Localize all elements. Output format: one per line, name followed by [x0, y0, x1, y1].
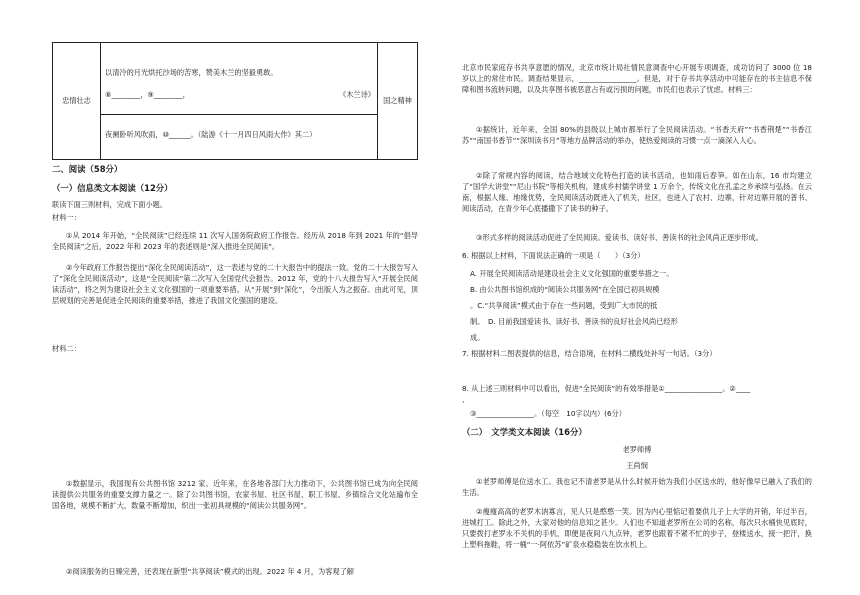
q6-option-b: B. 由公共图书馆织成的“阅读公共服务网”在全国已初具规模: [470, 285, 660, 294]
q6-option-a: A. 开展全民阅读活动是建设社会主义文化强国的重要举措之一。: [470, 269, 674, 278]
q6-option-c: 。C.“共享阅读”模式由于存在一些问题，受到广大市民的抵: [470, 301, 658, 310]
story-para-2: ②瘦瘦高高的老罗木讷寡言，见人只是憨憨一笑。因为内心里惦记着要供儿子上大学的开销，年过半百，进城打工。除此之外，大家对他的信息知之甚少。人们也不知道老罗所在公司的名称，每次只水桶快见底时，只要拨打老罗永不关机的手机，即便是夜间八九点钟，老罗也跟着不紧不忙的步子，登楼送水，接一把汗，换上塑料拖鞋，将一桶“一·阿依苏”矿泉水稳稳装在饮水机上。: [462, 507, 812, 550]
question-8: 8. 从上述三则材料中可以看出，促进“全民阅读”的有效举措是①________________。②____: [462, 384, 751, 393]
table-line-1: 以清冷的月光烘托沙场的苦寒，赞美木兰的坚毅勇敢。: [105, 68, 278, 77]
table-row: [101, 115, 377, 161]
question-7: 7. 根据材料二图表提供的信息，结合语境，在材料二横线处补写一句话。（3分）: [462, 349, 717, 358]
poetry-table: [52, 42, 418, 160]
right-para-1: 北京市民家庭存书共享意愿的情况，北京市统计局社情民意调查中心开展专项调查，成功访问了 3000 位 18 岁以上的常住市民。调查结果显示，________________。但是，对于存书共享活动中可能存在的书主信息不保障和图书流转问题，以及共享图书被恶意占有或污损的问题，市民们也表示了忧虑。材料三：: [462, 63, 812, 95]
material-2-para-2: ②阅读服务的日臻完善，还表现在新型“共享阅读”模式的出现。2022 年 4 月，为客观了解: [66, 567, 354, 576]
section-reading-heading: 二、阅读（58分）: [52, 164, 123, 174]
table-middle: [101, 43, 377, 159]
q6-option-d: 制。 D. 目前我国爱读书、读好书、善读书的良好社会风尚已经形: [470, 317, 678, 326]
story-title: 老罗师傅: [622, 445, 652, 454]
subsection-literary-heading: （二） 文学类文本阅读（16分）: [462, 427, 587, 437]
question-6: 6. 根据以上材料，下面说法正确的一项是（ ）（3分）: [462, 251, 645, 260]
material-1-para-1: ①从 2014 年开始，“全民阅读”已经连续 11 次写入国务院政府工作报告。经历从 2018 年到 2021 年的“倡导全民阅读”之后，2022 年和 2023 年的表述则是“深入推进全民阅读”。: [52, 231, 418, 252]
story-author: 王尚悯: [626, 461, 648, 470]
table-line-2b: 《木兰诗》: [339, 90, 375, 99]
story-para-1: ①老罗师傅是位送水工。我也记不清老罗是从什么时候开始为我们小区送水的，他好像早已融入了我们的生活。: [462, 477, 812, 498]
row-label: 忠情壮志: [53, 43, 101, 159]
instruction: 联读下面三则材料，完成下面小题。: [52, 200, 168, 209]
material-2-para-1: ①数据显示，我国现有公共图书馆 3212 家。近年来，在各地各部门大力推动下，公共图书馆已成为向全民阅读提供公共服务的重要支撑力量之一。除了公共图书馆，农家书屋、社区书屋、职工书屋、乡镇综合文化站遍布全国各地，规模不断扩大，数量不断增加，织出一张初具规模的“阅读公共服务网”。: [52, 479, 418, 511]
table-line-2a: ⑧________，⑨________，: [105, 90, 190, 99]
q6-option-end: 成。: [470, 333, 485, 342]
table-line-3: 夜阑卧听风吹雨，⑩______。（陆游《十一月四日风雨大作》其二）: [105, 130, 317, 139]
material-3-para-2: ②除了常规内容的阅读，结合地域文化特色打造的读书活动，也如雨后春笋。如在山东，16 市均建立了“国学大讲堂”“尼山书院”等相关机构，建成乡村儒学讲堂 1 万余个，传统文化在孔孟之乡承续与弘扬。在云南，根据人缘、地缘优势，全民阅读活动既进入了机关、社区，也进入了农村、边寨，针对边寨开展的普书、阅读活动，在青少年心底播撒下了读书的种子。: [462, 171, 812, 214]
q8-blank-3: ③________________。（每空 10字以内）(6分）: [470, 409, 626, 418]
material-1-label: 材料一：: [52, 213, 81, 222]
q8-separator: 、: [462, 395, 470, 404]
table-row: [101, 43, 377, 115]
material-1-para-2: ②今年政府工作报告提出“深化全民阅读活动”，这一表述与党的二十大报告中的提法一致。党的二十大报告写入了“深化全民阅读活动”，这是“全民阅读”第二次写入全国党代会报告。2012 年，党的十八大报告写入“开展全民阅读活动”，将之列为建设社会主义文化强国的一项重要举措。从“开展”到“深化”，令出版人为之振奋。由此可见，顶层规划的完善是促进全民阅读的重要举措，推进了我国文化强国的建设。: [52, 263, 418, 306]
material-3-para-3: ③形式多样的阅读活动促进了全民阅读。爱读书、读好书、善读书的社会风尚正逐步形成。: [476, 233, 763, 242]
right-label: 国之精神: [377, 43, 417, 159]
material-3-para-1: ①据统计，近年来，全国 80%的县级以上城市都举行了全民阅读活动。“书香天府”“书香荆楚”“书香江苏”“南国书香节”“深圳读书月”等地方品牌活动的举办，使热爱阅读的习惯一点一滴深入人心。: [462, 125, 812, 146]
subsection-info-heading: （一）信息类文本阅读（12分）: [52, 183, 173, 193]
material-2-label: 材料二：: [52, 344, 81, 353]
